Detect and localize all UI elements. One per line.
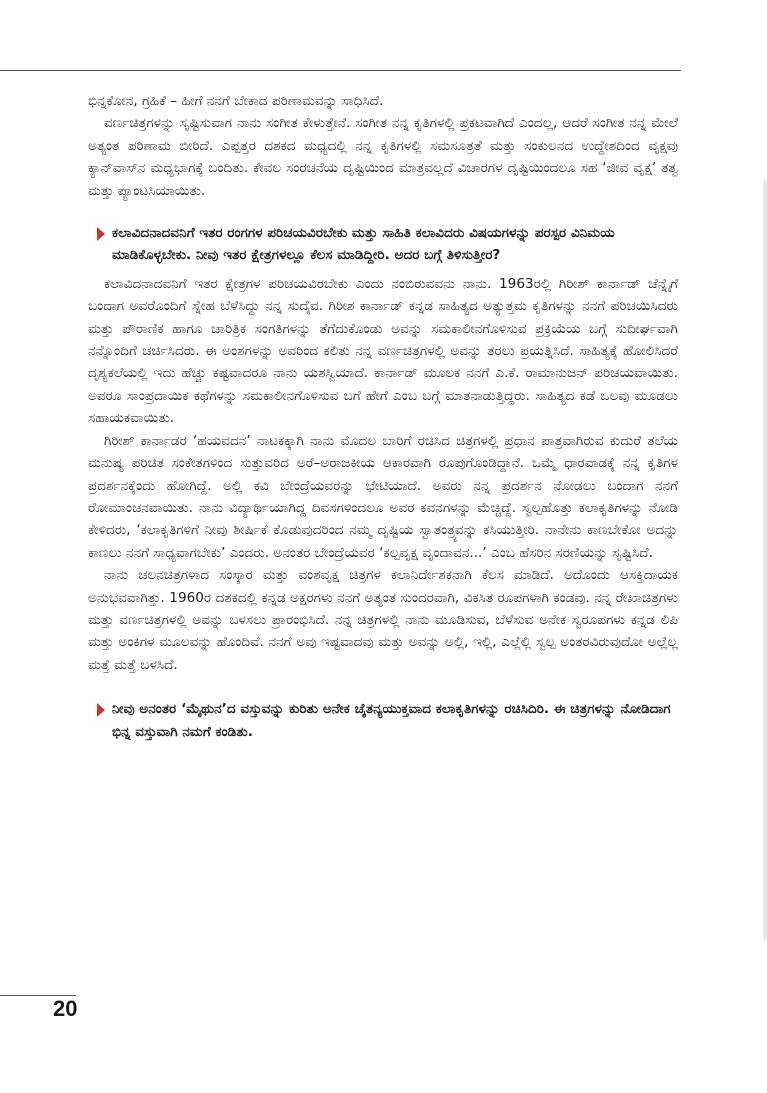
paragraph: ನಾನು ಚಲನಚಿತ್ರಗಳಾದ ಸಂಸ್ಕಾರ ಮತ್ತು ವಂಶವೃಕ್ಷ ಚಿತ್ರಗಳ ಕಲಾನಿರ್ದೇಶಕನಾಗಿ ಕೆಲಸ ಮಾಡಿದೆ. ಅದೊಂದು ಆಸಕ್ತಿದಾಯಕ ಅನುಭವವಾಗಿತ್ತು. 1960ರ ದಶಕದಲ್ಲಿ ಕನ್ನಡ ಅಕ್ಷರಗಳು ನನಗೆ ಅತ್ಯಂತ ಸುಂದರವಾಗಿ, ವಿಕಸಿತ ರೂಪಗಳಾಗಿ ಕಂಡವು. ನನ್ನ ರೇಖಾಚಿತ್ರಗಳು ಮತ್ತು ವರ್ಣಚಿತ್ರಗಳಲ್ಲಿ ಅವನ್ನು ಬಳಸಲು ಪ್ರಾರಂಭಿಸಿದೆ. ನನ್ನ ಚಿತ್ರಗಳಲ್ಲಿ ನಾನು ಮೂಡಿಸುವ, ಬೆಳೆಸುವ ಅನೇಕ ಸ್ವರೂಪಗಳು ಕನ್ನಡ ಲಿಪಿ ಮತ್ತು ಅಂಕಿಗಳ ಮೂಲವನ್ನು ಹೊಂದಿವೆ. ನನಗೆ ಅವು ಇಷ್ಟವಾದವು ಮತ್ತು ಅವನ್ನು ಅಲ್ಲಿ, ಇಲ್ಲಿ, ಎಲ್ಲೆಲ್ಲಿ ಸ್ವಲ್ಪ ಅಂತರವಿರುವುದೋ ಅಲ್ಲೆಲ್ಲ ಮತ್ತೆ ಮತ್ತೆ ಬಳಸಿದೆ.	[88, 567, 678, 673]
paragraph: ವರ್ಣಚಿತ್ರಗಳನ್ನು ಸೃಷ್ಟಿಸುವಾಗ ನಾನು ಸಂಗೀತ ಕೇಳುತ್ತೇನೆ. ಸಂಗೀತ ನನ್ನ ಕೃತಿಗಳಲ್ಲಿ ಪ್ರಕಟವಾಗಿದೆ ಎಂದಲ್ಲ, ಆದರೆ ಸಂಗೀತ ನನ್ನ ಮೇಲೆ ಅತ್ಯಂತ ಪರಿಣಾಮ ಬೀರಿದೆ. ಎಪ್ಪತ್ತರ ದಶಕದ ಮಧ್ಯದಲ್ಲಿ ನನ್ನ ಕೃತಿಗಳಲ್ಲಿ ಸಮಸೂತ್ರತೆ ಮತ್ತು ಸಂಕುಲನದ ಉದ್ದೇಶದಿಂದ ವೃಕ್ಷವು ಕ್ಯಾನ್‌ವಾಸ್‌ನ ಮಧ್ಯಭಾಗಕ್ಕೆ ಬಂದಿತು. ಕೇವಲ ಸಂರಚನೆಯ ದೃಷ್ಟಿಯಿಂದ ಮಾತ್ರವಲ್ಲದೆ ವಿಚಾರಗಳ ದೃಷ್ಟಿಯಿಂದಲೂ ಸಹ ‘ಜೀವ ವೃಕ್ಷ’ ತತ್ವ ಮತ್ತು ಪ್ಯಾಂಟಸಿಯಾಯಿತು.	[88, 115, 678, 199]
article-body	[88, 90, 678, 749]
paragraph: ಕಲಾವಿದನಾದವನಿಗೆ ಇತರ ಕ್ಷೇತ್ರಗಳ ಪರಿಚಯವಿರಬೇಕು ಎಂದು ನಂಬಿರುವವನು ನಾನು. 1963ರಲ್ಲಿ ಗಿರೀಶ್ ಕಾರ್ನಾಡ್ ಚೆನ್ನೈಗೆ ಬಂದಾಗ ಅವರೊಂದಿಗೆ ಸ್ನೇಹ ಬೆಳೆಸಿದ್ದು ನನ್ನ ಸುದೈವ. ಗಿರೀಶ ಕಾರ್ನಾಡ್ ಕನ್ನಡ ಸಾಹಿತ್ಯದ ಅತ್ಯುತ್ತಮ ಕೃತಿಗಳನ್ನು ನನಗೆ ಪರಿಚಯಿಸಿದರು ಮತ್ತು ಪೌರಾಣಿಕ ಹಾಗೂ ಚಾರಿತ್ರಿಕ ಸಂಗತಿಗಳನ್ನು ತೆಗೆದುಕೊಂಡು ಅವನ್ನು ಸಮಕಾಲೀನಗೊಳಿಸುವ ಪ್ರಕ್ರಿಯೆಯ ಬಗ್ಗೆ ಸುದೀರ್ಘವಾಗಿ ನನ್ನೊಂದಿಗೆ ಚರ್ಚಿಸಿದರು. ಈ ಅಂಶಗಳನ್ನು ಅವರಿಂದ ಕಲಿತು ನನ್ನ ವರ್ಣಚಿತ್ರಗಳಲ್ಲಿ ಅವನ್ನು ತರಲು ಪ್ರಯತ್ನಿಸಿದೆ. ಸಾಹಿತ್ಯಕ್ಕೆ ಹೋಲಿಸಿದರೆ ದೃಶ್ಯಕಲೆಯಲ್ಲಿ ಇದು ಹೆಚ್ಚು ಕಷ್ಟವಾದರೂ ನಾನು ಯಶಸ್ವಿಯಾದೆ. ಕಾರ್ನಾಡ್ ಮೂಲಕ ನನಗೆ ಎ.ಕೆ. ರಾಮಾನುಜನ್ ಪರಿಚಯವಾಯಿತು. ಅವರೂ ಸಾಂಪ್ರದಾಯಿಕ ಕಥೆಗಳನ್ನು ಸಮಕಾಲೀನಗೊಳಿಸುವ ಬಗೆ ಹೇಗೆ ಎಂಬ ಬಗ್ಗೆ ಮಾತನಾಡುತ್ತಿದ್ದರು. ಸಾಹಿತ್ಯದ ಕಡೆ ಒಲವು ಮೂಡಲು ಸಹಾಯಕವಾಯಿತು.	[88, 275, 678, 427]
triangle-right-icon	[97, 703, 105, 717]
header-rule	[0, 70, 681, 71]
page-number: 20	[53, 996, 78, 1021]
question-text: ನೀವು ಅನಂತರ ‘ಮೈಥುನ’ದ ವಸ್ತುವನ್ನು ಕುರಿತು ಅನೇಕ ಚೈತನ್ಯಯುಕ್ತವಾದ ಕಲಾಕೃತಿಗಳನ್ನು ರಚಿಸಿದಿರಿ. ಈ ಚಿತ್ರಗಳನ್ನು ನೋಡಿದಾಗ ಭಿನ್ನ ವಸ್ತುವಾಗಿ ನಮಗೆ ಕಂಡಿತು.	[112, 701, 671, 740]
page-edge-shadow	[763, 180, 767, 940]
triangle-right-icon	[97, 227, 105, 241]
paragraph: ಭಿನ್ನಕೋನ, ಗ್ರಹಿಕೆ – ಹೀಗೆ ನನಗೆ ಬೇಕಾದ ಪರಿಣಾಮವನ್ನು ಸಾಧಿಸಿದೆ.	[88, 93, 384, 109]
interview-question	[88, 698, 678, 743]
question-text: ಕಲಾವಿದನಾದವನಿಗೆ ಇತರ ರಂಗಗಳ ಪರಿಚಯವಿರಬೇಕು ಮತ್ತು ಸಾಹಿತಿ ಕಲಾವಿದರು ವಿಷಯಗಳನ್ನು ಪರಸ್ಪರ ವಿನಿಮಯ ಮಾಡಿಕೊಳ್ಳಬೇಕು. ನೀವು ಇತರ ಕ್ಷೇತ್ರಗಳಲ್ಲೂ ಕೆಲಸ ಮಾಡಿದ್ದೀರಿ. ಅದರ ಬಗ್ಗೆ ತಿಳಿಸುತ್ತೀರ?	[112, 225, 615, 264]
paragraph: ಗಿರೀಶ್ ಕಾರ್ನಾಡರ ‘ಹಯವದನ’ ನಾಟಕಕ್ಕಾಗಿ ನಾನು ಮೊದಲ ಬಾರಿಗೆ ರಚಿಸಿದ ಚಿತ್ರಗಳಲ್ಲಿ ಪ್ರಧಾನ ಪಾತ್ರವಾಗಿರುವ ಕುದುರೆ ತಲೆಯ ಮನುಷ್ಯ ಪರಿಚಿತ ಸಂಕೇತಗಳಿಂದ ಸುತ್ತುವರಿದ ಅರೆ–ಅರಾಜಕೀಯ ಆಕಾರವಾಗಿ ರೂಪುಗೊಂಡಿದ್ದಾನೆ. ಒಮ್ಮೆ ಧಾರವಾಡಕ್ಕೆ ನನ್ನ ಕೃತಿಗಳ ಪ್ರದರ್ಶನಕ್ಕೆಂದು ಹೋಗಿದ್ದೆ. ಅಲ್ಲಿ ಕವಿ ಬೇಂದ್ರೆಯವರನ್ನು ಭೇಟಿಯಾದೆ. ಅವರು ನನ್ನ ಪ್ರದರ್ಶನ ನೋಡಲು ಬಂದಾಗ ನನಗೆ ರೋಮಾಂಚನವಾಯಿತು. ನಾನು ವಿದ್ಯಾರ್ಥಿಯಾಗಿದ್ದ ದಿವಸಗಳಿಂದಲೂ ಅವರ ಕವನಗಳನ್ನು ಮೆಚ್ಚಿದ್ದೆ. ಸ್ವಲ್ಪಹೊತ್ತು ಕಲಾಕೃತಿಗಳನ್ನು ನೋಡಿ ಕೇಳಿದರು, ‘ಕಲಾಕೃತಿಗಳಿಗೆ ನೀವು ಶೀರ್ಷಿಕೆ ಕೊಡುವುದರಿಂದ ನಮ್ಮ ದೃಷ್ಟಿಯ ಸ್ವಾತಂತ್ರ್ಯವನ್ನು ಕಸಿಯುತ್ತೀರಿ. ನಾನೇನು ಕಾಣಬೇಕೋ ಅದನ್ನು ಕಾಣಲು ನನಗೆ ಸಾಧ್ಯವಾಗಬೇಕು’ ಎಂದರು. ಅನಂತರ ಬೇಂದ್ರೆಯವರ ‘ಕಲ್ಪವೃಕ್ಷ ವೃಂದಾವನ...’ ಎಂಬ ಹೆಸರಿನ ಸರಣಿಯನ್ನು ಸೃಷ್ಟಿಸಿದೆ.	[88, 432, 678, 561]
interview-question	[88, 222, 678, 267]
